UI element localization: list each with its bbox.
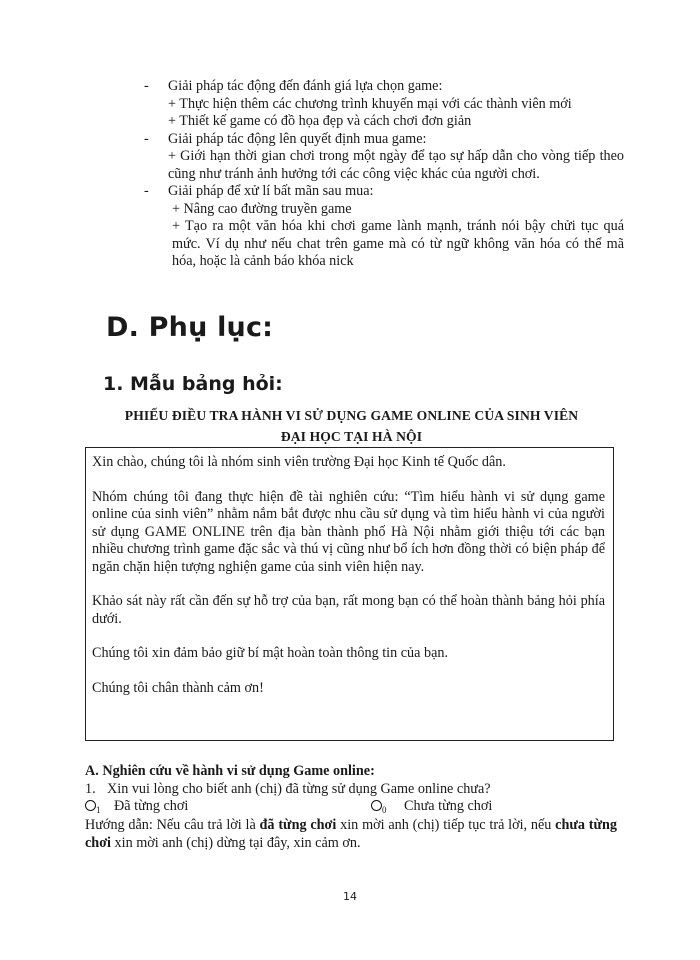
bullet-dash: - <box>144 130 149 147</box>
option-index: 1 <box>96 805 101 815</box>
subsection-heading: 1. Mẫu bảng hỏi: <box>103 373 283 395</box>
guide-suffix: xin mời anh (chị) dừng tại đây, xin cảm ơn. <box>111 834 361 851</box>
solution-heading: Giải pháp tác động lên quyết định mua game: <box>168 130 427 147</box>
solution-item <box>144 78 624 131</box>
option-index: 0 <box>382 805 387 815</box>
page-number: 14 <box>343 890 357 903</box>
solution-line: + Thiết kế game có đồ họa đẹp và cách chơi đơn giản <box>168 113 472 129</box>
radio-circle-icon[interactable] <box>371 800 382 811</box>
guide-text <box>85 817 617 852</box>
solution-line: + Giới hạn thời gian chơi trong một ngày để tạo sự hấp dẫn cho vòng tiếp theo cũng như tránh ảnh hưởng tới các công việc khác của người chơi. <box>168 148 624 182</box>
question-text: Xin vui lòng cho biết anh (chị) đã từng sử dụng Game online chưa? <box>107 780 491 797</box>
bullet-dash: - <box>144 183 149 199</box>
solution-item <box>144 131 624 184</box>
answer-options <box>85 798 617 817</box>
radio-circle-icon[interactable] <box>85 800 96 811</box>
bullet-dash: - <box>144 78 149 94</box>
intro-privacy: Chúng tôi xin đảm bảo giữ bí mật hoàn toàn thông tin của bạn. <box>92 645 449 661</box>
guide-bold-played: đã từng chơi <box>259 817 337 833</box>
option-label: Đã từng chơi <box>114 798 189 814</box>
intro-thanks: Chúng tôi chân thành cảm ơn! <box>92 679 264 696</box>
option-played[interactable] <box>85 798 188 820</box>
solution-heading: Giải pháp để xử lí bất mãn sau mua: <box>168 183 374 199</box>
section-a <box>85 763 617 852</box>
survey-title <box>85 405 618 447</box>
intro-research: Nhóm chúng tôi đang thực hiện đề tài nghiên cứu: “Tìm hiểu hành vi sử dụng game online của sinh viên” nhằm nắm bắt được nhu cầu sử dụng và tìm hiểu hành vi của người sử dụng GAME ONLINE trên địa bàn thành phố Hà Nội nhằm giới thiệu tới các bạn nhiều chương trình game đặc sắc và thú vị cũng như bổ ích hơn đồng thời có biện pháp để ngăn chặn hiện tượng nghiện game của sinh viên hiện nay. <box>92 488 605 575</box>
solution-heading: Giải pháp tác động đến đánh giá lựa chọn game: <box>168 78 443 94</box>
guide-mid: xin mời anh (chị) tiếp tục trả lời, nếu <box>336 817 556 833</box>
option-never-played[interactable] <box>371 798 492 820</box>
section-a-title: A. Nghiên cứu về hành vi sử dụng Game online: <box>85 763 375 779</box>
guide-prefix: Hướng dẫn: Nếu câu trả lời là <box>85 817 260 833</box>
question-1 <box>85 781 617 799</box>
survey-title-line: PHIẾU ĐIỀU TRA HÀNH VI SỬ DỤNG GAME ONLINE CỦA SINH VIÊN <box>124 408 579 423</box>
option-label: Chưa từng chơi <box>404 798 493 814</box>
solution-line: + Thực hiện thêm các chương trình khuyến mại với các thành viên mới <box>168 95 572 112</box>
survey-title-line: ĐẠI HỌC TẠI HÀ NỘI <box>280 429 423 444</box>
intro-greeting: Xin chào, chúng tôi là nhóm sinh viên trường Đại học Kinh tế Quốc dân. <box>92 454 506 470</box>
intro-request: Khảo sát này rất cần đến sự hỗ trợ của bạn, rất mong bạn có thể hoàn thành bảng hỏi phía dưới. <box>92 593 605 627</box>
solutions-list <box>144 78 624 271</box>
solution-line: + Tạo ra một văn hóa khi chơi game lành mạnh, tránh nói bậy chửi tục quá mức. Ví dụ như nếu chat trên game mà có từ ngữ không văn hóa có thể mã hóa, hoặc là cảnh báo khóa nick <box>172 218 624 269</box>
section-heading: D. Phụ lục: <box>106 312 274 343</box>
guide-bold-never: chưa từng chơi <box>85 817 617 851</box>
question-number: 1. <box>85 780 96 797</box>
solution-item <box>144 183 624 271</box>
intro-box <box>85 447 614 741</box>
solution-line: + Nâng cao đường truyền game <box>172 200 352 217</box>
